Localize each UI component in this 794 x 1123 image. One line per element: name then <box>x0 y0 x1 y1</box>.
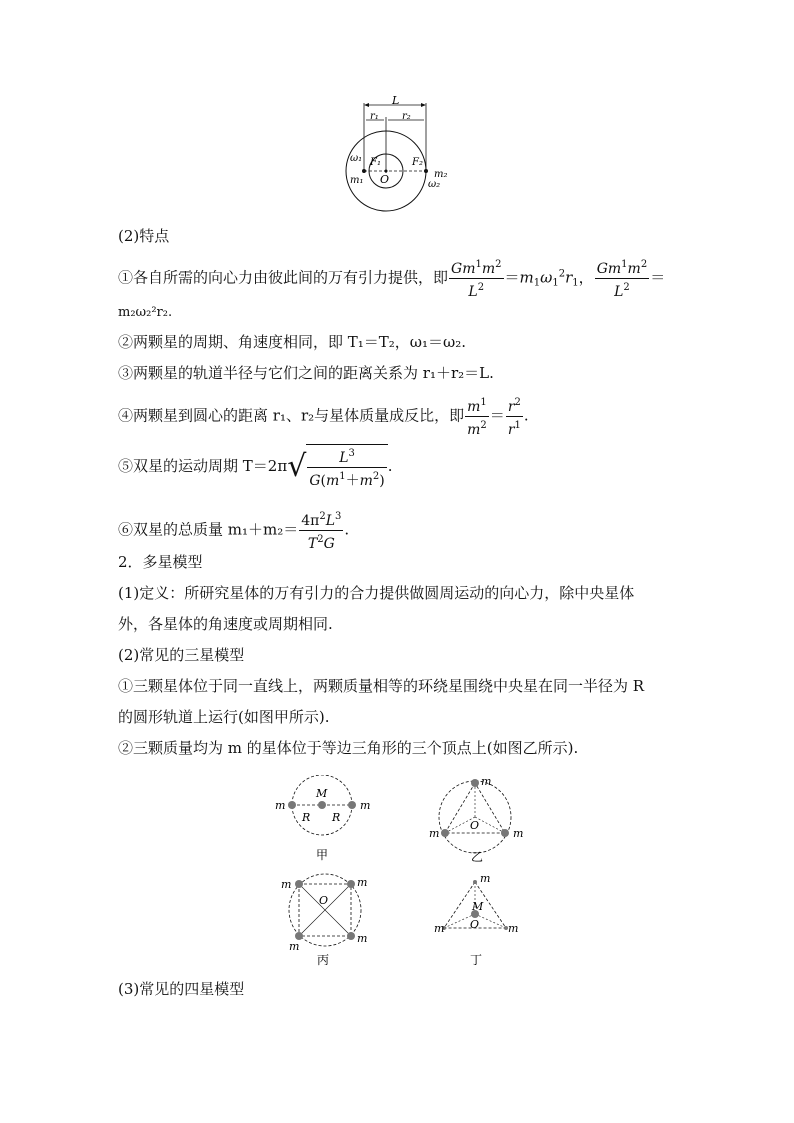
multi-heading: 2．多星模型 <box>118 553 203 571</box>
svg-text:O: O <box>319 894 329 907</box>
three-star-item-1-line-2: 的圆形轨道上运行(如图甲所示). <box>118 708 330 726</box>
definition-line-1: (1)定义：所研究星体的万有引力的合力提供做圆周运动的向心力，除中央星体 <box>118 584 635 602</box>
three-star-heading: (2)常见的三星模型 <box>118 646 245 664</box>
svg-text:R: R <box>332 811 341 824</box>
feature-item-3: ③两颗星的轨道半径与它们之间的距离关系为 r₁＋r₂＝L. <box>118 364 494 382</box>
features-heading: (2)特点 <box>118 227 170 245</box>
label-m2: m₂ <box>434 169 448 180</box>
label-O: O <box>380 173 390 186</box>
feature-item-1-cont: m₂ω₂²r₂. <box>118 305 173 320</box>
caption-bing: 丙 <box>317 953 330 967</box>
svg-text:m: m <box>360 799 371 812</box>
feature-item-6: ⑥双星的总质量 m₁＋m₂＝ $\frac{4\pi^2L^3}{T^2G}$ . <box>118 508 678 553</box>
svg-text:M: M <box>472 900 484 913</box>
label-F2: F₂ <box>412 157 423 168</box>
caption-jia: 甲 <box>316 848 329 862</box>
svg-text:m: m <box>289 940 300 953</box>
svg-text:O: O <box>470 819 480 832</box>
svg-text:R: R <box>302 811 311 824</box>
svg-text:m: m <box>429 827 440 840</box>
svg-text:m: m <box>481 775 492 788</box>
binary-star-diagram <box>340 95 470 215</box>
svg-text:m: m <box>513 827 524 840</box>
feature-item-4: ④两颗星到圆心的距离 r₁、r₂与星体质量成反比，即 $\frac{m^1}{m^2}$ ＝ $\frac{r^2}{r^1}$ . <box>118 394 678 439</box>
svg-text:m: m <box>357 876 368 889</box>
svg-text:M: M <box>316 787 328 800</box>
caption-yi: 乙 <box>471 850 484 864</box>
svg-text:m: m <box>357 932 368 945</box>
label-m1: m₁ <box>350 175 364 186</box>
definition-line-2: 外，各星体的角速度或周期相同. <box>118 615 333 633</box>
svg-text:m: m <box>508 922 519 935</box>
three-star-item-1-line-1: ①三颗星体位于同一直线上，两颗质量相等的环绕星围绕中央星在同一半径为 R <box>118 677 645 695</box>
feature-item-5: ⑤双星的运动周期 T＝2π√ $\frac{L^3}{G(m^1+m^2)}$ . <box>118 444 678 490</box>
svg-text:m: m <box>434 922 445 935</box>
label-omega2: ω₂ <box>428 179 441 190</box>
label-r1: r₁ <box>370 111 379 122</box>
svg-text:m: m <box>281 878 292 891</box>
figure-jia <box>270 775 380 865</box>
figure-bing <box>275 870 385 970</box>
caption-ding: 丁 <box>470 953 483 967</box>
label-omega1: ω₁ <box>350 153 363 164</box>
four-star-heading: (3)常见的四星模型 <box>118 980 245 998</box>
label-L: L <box>392 95 400 107</box>
svg-text:O: O <box>470 918 480 931</box>
svg-text:m: m <box>480 872 491 885</box>
feature-item-2: ②两颗星的周期、角速度相同，即 T₁＝T₂，ω₁＝ω₂. <box>118 333 467 351</box>
three-star-item-2: ②三颗质量均为 m 的星体位于等边三角形的三个顶点上(如图乙所示). <box>118 739 579 757</box>
feature-item-1: ①各自所需的向心力由彼此间的万有引力提供，即 $\frac{Gm^1m^2}{L^2}$ $=m_1\omega_1^2r_1$， $\frac{Gm^1m^2}{L^2}$ ＝ <box>118 256 678 301</box>
label-F1: F₁ <box>370 157 381 168</box>
svg-text:m: m <box>275 799 286 812</box>
label-r2: r₂ <box>402 111 411 122</box>
figure-ding <box>430 870 540 970</box>
figure-yi <box>425 775 535 865</box>
